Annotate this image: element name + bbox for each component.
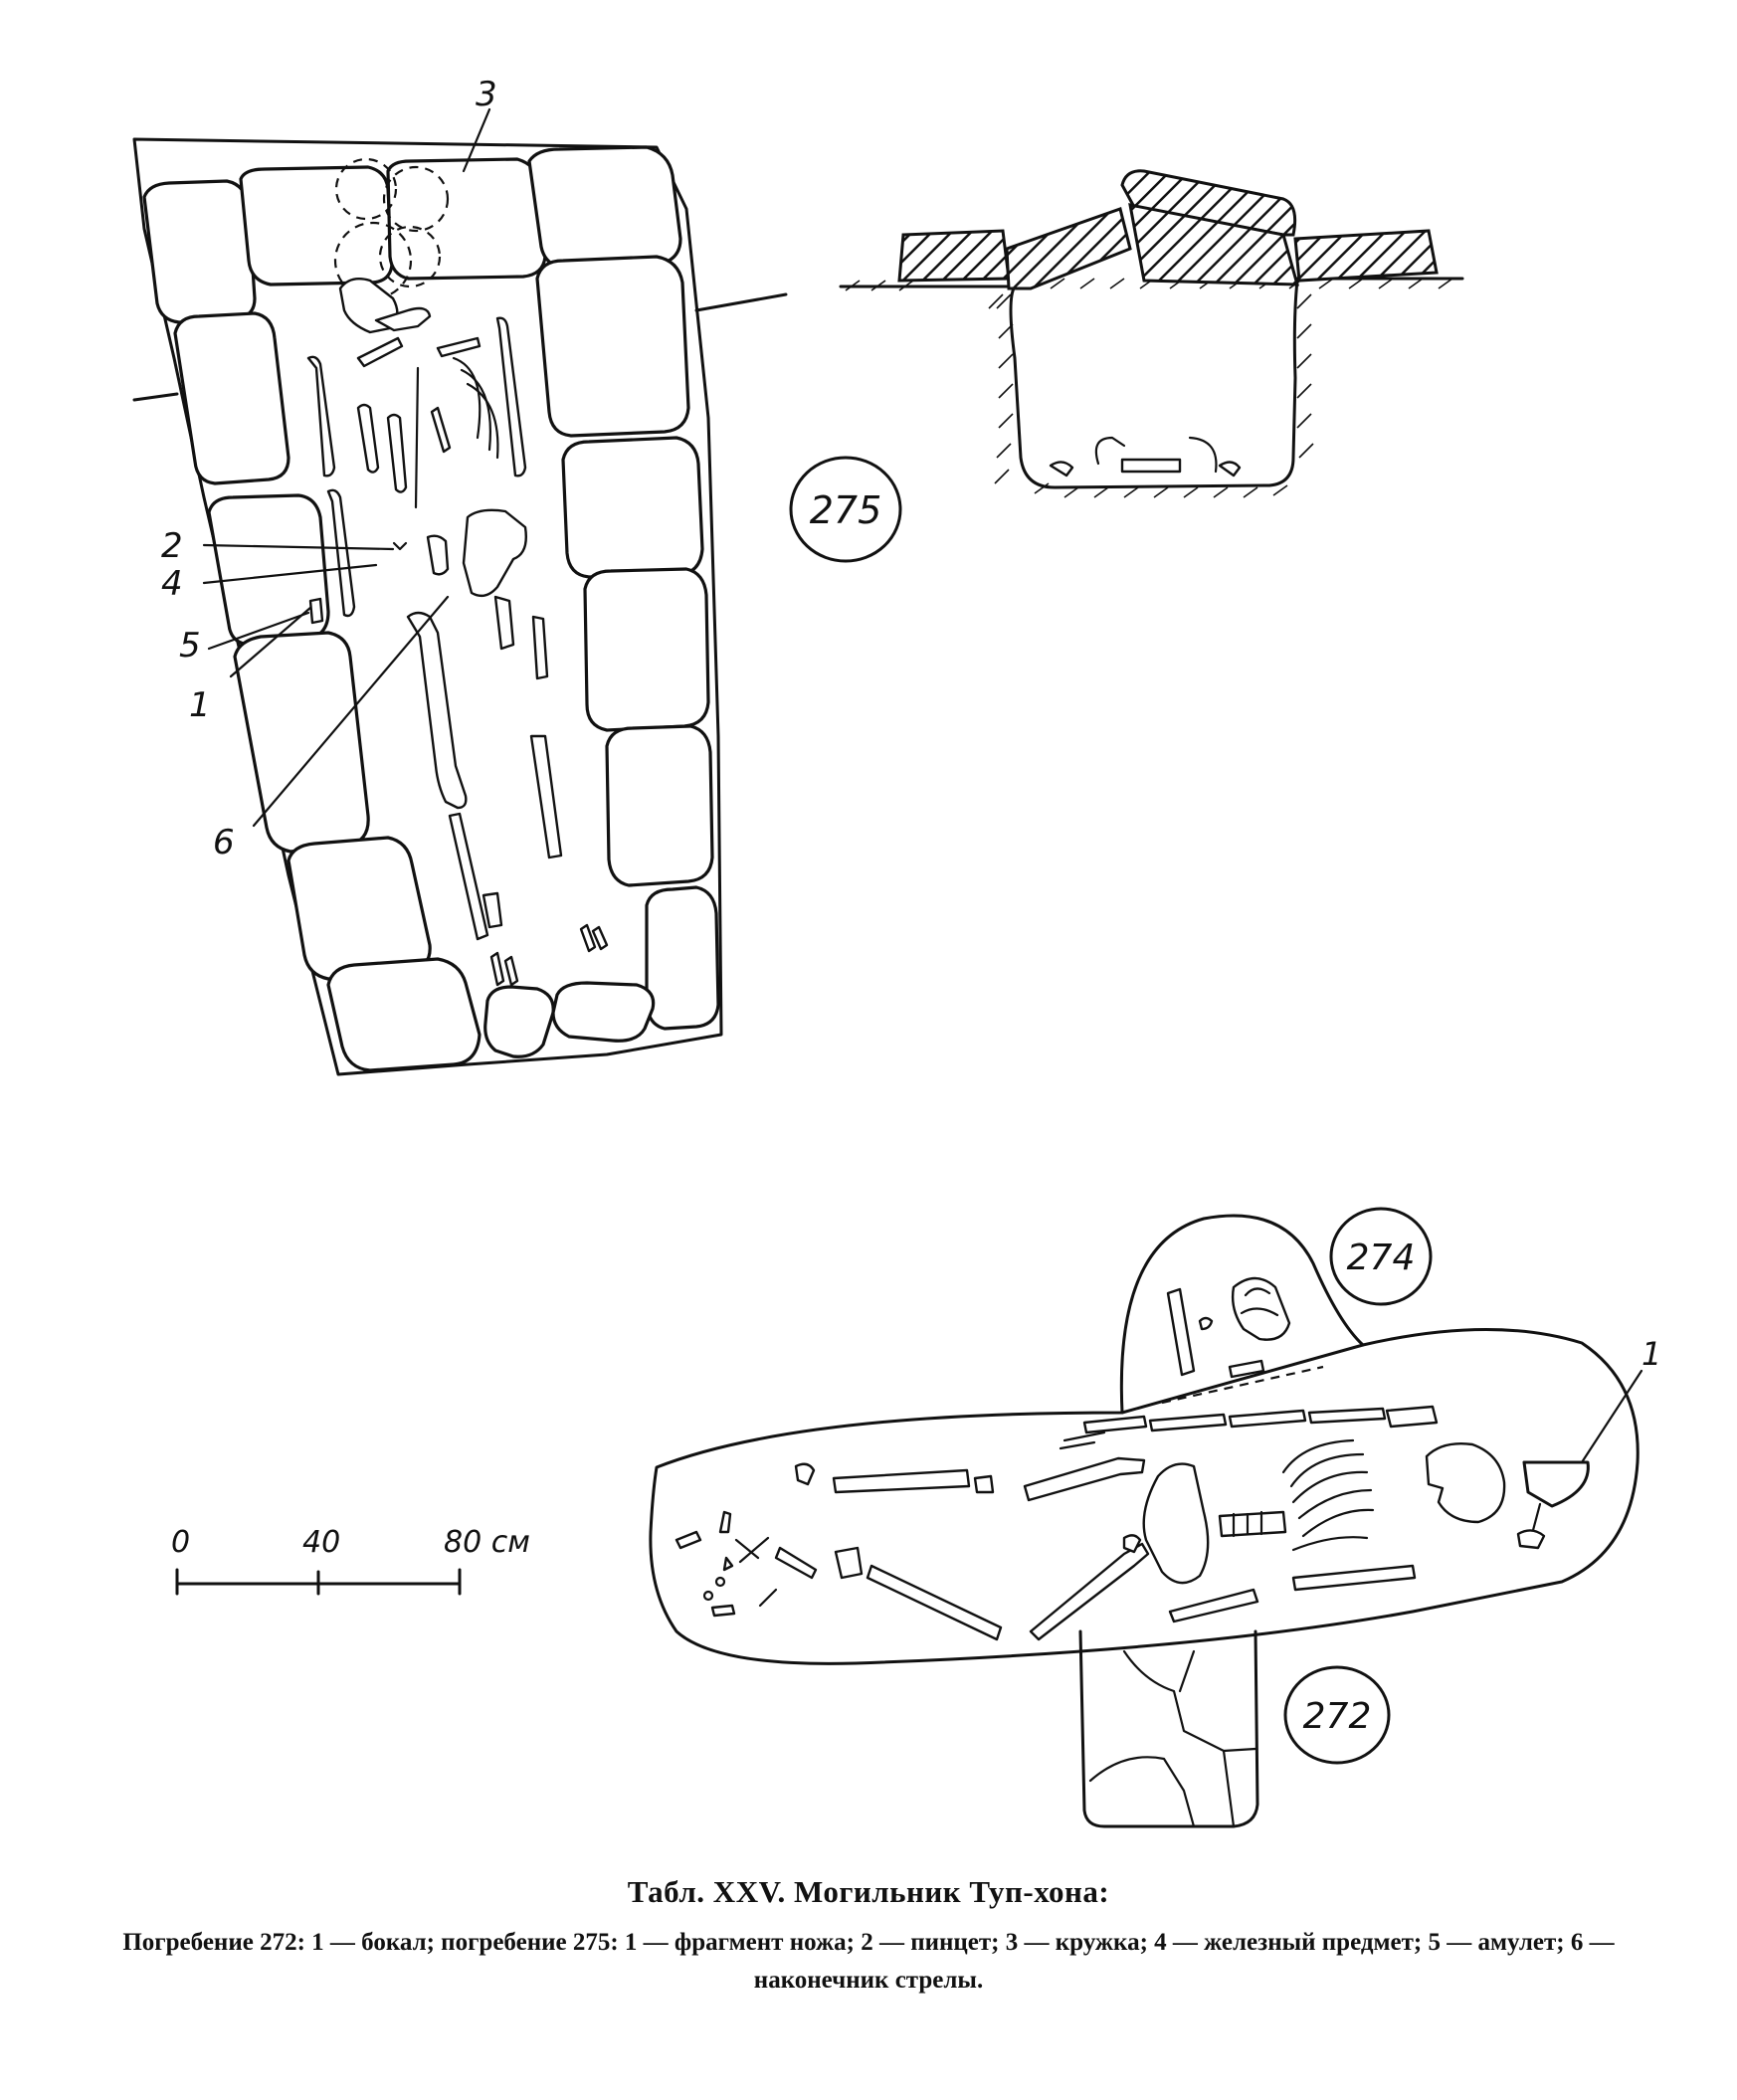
caption-title: Табл. XXV. Могильник Туп-хона: xyxy=(627,1874,1110,1909)
burial-274-number: 274 xyxy=(1346,1238,1416,1278)
pelvis-272 xyxy=(1144,1464,1208,1584)
stones-bottom xyxy=(485,983,654,1056)
burial-275-plan xyxy=(134,75,900,1074)
caption-legend: Погребение 272: 1 — бокал; погребение 275: 1 — фрагмент ножа; 2 — пинцет; 3 — кружка; 4 — железный предмет; 5 — амулет; 6 — наконечник стрелы. xyxy=(122,1929,1615,1994)
pit-profile xyxy=(1011,281,1297,487)
burials-274-272-plan xyxy=(651,1209,1661,1826)
stones-right xyxy=(537,257,718,1029)
item-3-label: 3 xyxy=(476,75,497,114)
burial-275-section xyxy=(841,171,1462,517)
beaker-272 xyxy=(1524,1462,1588,1506)
scale-bar xyxy=(171,1525,530,1594)
item-1-label: 1 xyxy=(189,685,211,725)
item-1-272-label: 1 xyxy=(1641,1335,1662,1373)
skeleton-272 xyxy=(676,1371,1641,1639)
skeleton-274 xyxy=(1168,1278,1289,1377)
ground-line-right xyxy=(696,294,786,310)
burial-272-pit xyxy=(1080,1631,1257,1826)
ground-line-left xyxy=(134,394,177,400)
item-6-label: 6 xyxy=(213,823,235,862)
item-4-label: 4 xyxy=(161,564,183,604)
item-5-label: 5 xyxy=(179,626,201,666)
scale-tick-0: 0 xyxy=(171,1525,191,1560)
skull-272 xyxy=(1427,1443,1504,1522)
burial-272-number: 272 xyxy=(1302,1696,1372,1737)
item-2-label: 2 xyxy=(161,526,183,566)
section-skeleton xyxy=(1096,438,1124,464)
figure-caption xyxy=(60,1874,1677,2000)
burial-275-number: 275 xyxy=(809,488,882,532)
scale-tick-80: 80 см xyxy=(444,1525,530,1560)
slab-mid-left xyxy=(1007,209,1130,288)
scale-tick-40: 40 xyxy=(302,1525,341,1560)
slab-right xyxy=(1295,231,1437,281)
slab-left xyxy=(899,231,1009,281)
